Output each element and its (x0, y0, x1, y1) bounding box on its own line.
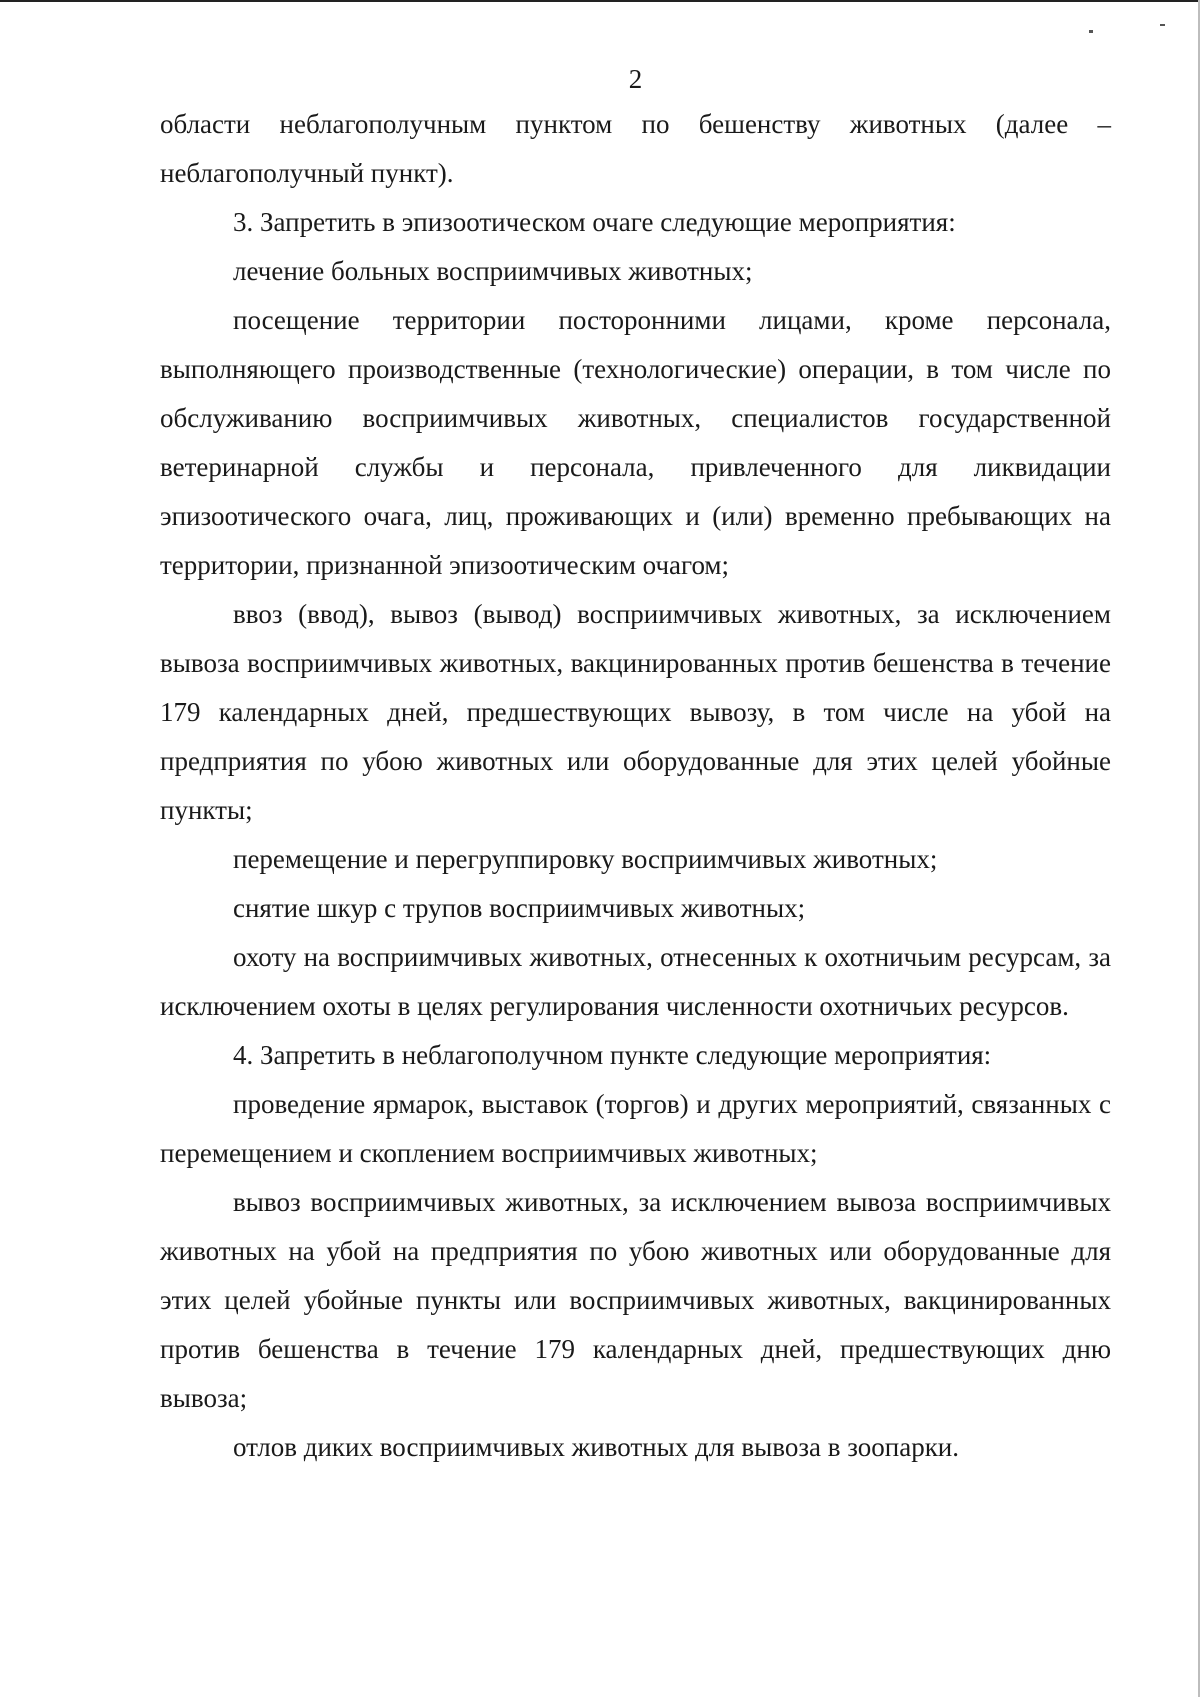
paragraph-skinning-ban: снятие шкур с трупов восприимчивых животных; (233, 893, 806, 923)
paragraph-hunting-ban: охоту на восприимчивых животных, отнесенных к охотничьим ресурсам, за исключением охоты в целях регулирования численности охотничьих ресурсов. (160, 942, 1111, 1021)
paragraph-item-4-heading: 4. Запретить в неблагополучном пункте следующие мероприятия: (233, 1040, 992, 1070)
page-number: 2 (628, 64, 643, 94)
paragraph-visit-ban: посещение территории посторонними лицами, кроме персонала, выполняющего производственные (технологические) операции, в том числе по обслуживанию восприимчивых животных, специалистов государственной ветеринарной службы и персонала, привлеченного для ликвидации эпизоотического очага, лиц, проживающих и (или) временно пребывающих на территории, признанной эпизоотическим очагом; (160, 305, 1111, 580)
paragraph-continuation: области неблагополучным пунктом по бешенству животных (далее – неблагополучный пункт). (160, 109, 1111, 188)
paragraph-import-export-ban: ввоз (ввод), вывоз (вывод) восприимчивых животных, за исключением вывоза восприимчивых животных, вакцинированных против бешенства в течение 179 календарных дней, предшествующих вывозу, в том числе на убой на предприятия по убою животных или оборудованные для этих целей убойные пункты; (160, 599, 1111, 825)
paragraph-treatment-ban: лечение больных восприимчивых животных; (233, 256, 753, 286)
scan-mark (1089, 30, 1093, 33)
paragraph-fairs-ban: проведение ярмарок, выставок (торгов) и других мероприятий, связанных с перемещением и скоплением восприимчивых животных; (160, 1089, 1111, 1168)
paragraph-item-3-heading: 3. Запретить в эпизоотическом очаге следующие мероприятия: (233, 207, 956, 237)
paragraph-capture-ban: отлов диких восприимчивых животных для вывоза в зоопарки. (233, 1432, 960, 1462)
paragraph-export-ban: вывоз восприимчивых животных, за исключением вывоза восприимчивых животных на убой на предприятия по убою животных или оборудованные для этих целей убойные пункты или восприимчивых животных, вакцинированных против бешенства в течение 179 календарных дней, предшествующих дню вывоза; (160, 1187, 1111, 1413)
scan-mark (1160, 24, 1165, 26)
paragraph-regrouping-ban: перемещение и перегруппировку восприимчивых животных; (233, 844, 938, 874)
page-top-border (0, 0, 1200, 2)
document-body (160, 60, 1111, 1472)
